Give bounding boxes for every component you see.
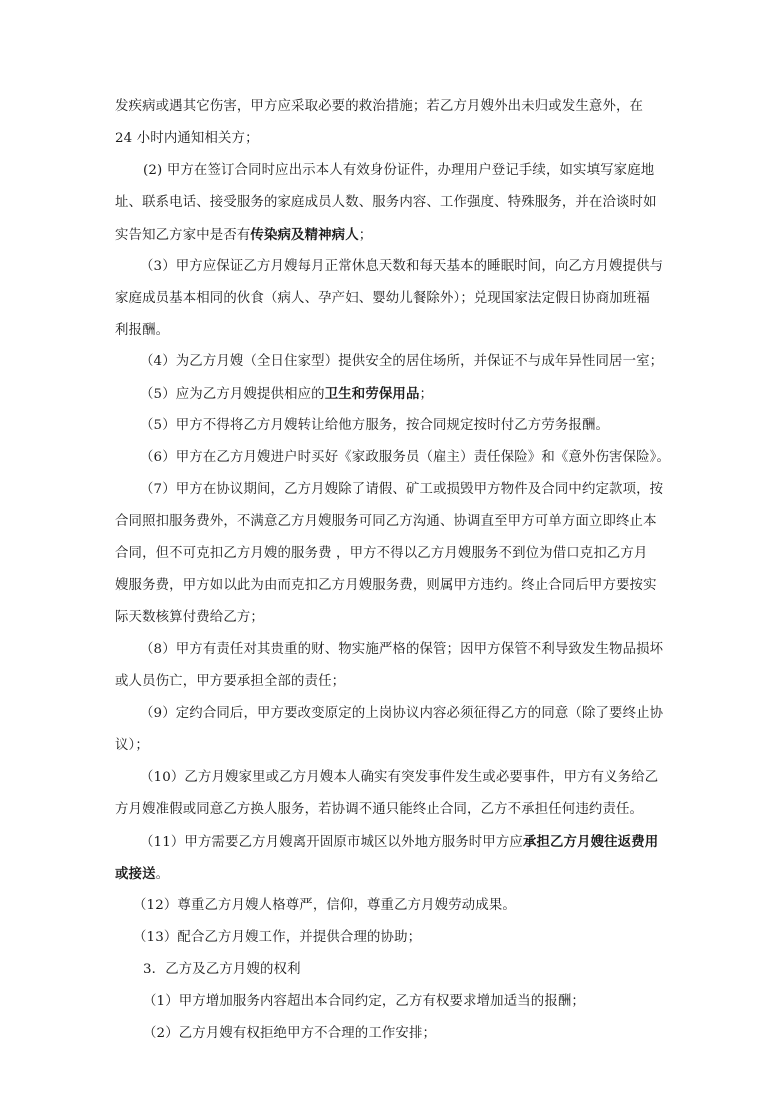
text-run: （10）乙方月嫂家里或乙方月嫂本人确实有突发事件发生或必要事件，甲方有义务给乙	[140, 770, 659, 785]
text-line-4	[115, 193, 657, 213]
text-run: （2）乙方月嫂有权拒绝甲方不合理的工作安排；	[143, 1026, 437, 1041]
text-run: 实告知乙方家中是否有	[115, 228, 251, 243]
text-line-23	[115, 800, 643, 820]
text-line-24	[140, 832, 658, 853]
text-line-10	[140, 384, 433, 405]
text-run: 嫂服务费，甲方如以此为由而克扣乙方月嫂服务费，则属甲方违约。终止合同后甲方要按实	[115, 578, 657, 593]
text-run: （5）甲方不得将乙方月嫂转让给他方服务，按合同规定按时付乙方劳务报酬。	[140, 418, 610, 433]
text-line-7	[115, 289, 650, 309]
text-line-27	[133, 928, 421, 948]
text-run: （1）甲方增加服务内容超出本合同约定，乙方有权要求增加适当的报酬；	[143, 994, 585, 1009]
text-run: 或人员伤亡，甲方要承担全部的责任；	[115, 674, 346, 689]
text-run: 3．乙方及乙方月嫂的权利	[143, 962, 301, 977]
text-run: 议）；	[115, 738, 149, 753]
text-line-12	[140, 448, 670, 468]
text-run: （3）甲方应保证乙方月嫂每月正常休息天数和每天基本的睡眠时间，向乙方月嫂提供与	[140, 259, 664, 274]
text-run: 址、联系电话、接受服务的家庭成员人数、服务内容、工作强度、特殊服务，并在洽谈时如	[115, 195, 657, 210]
text-run: （9）定约合同后，甲方要改变原定的上岗协议内容必须征得乙方的同意（除了要终止协	[140, 706, 664, 721]
text-run: ；	[419, 387, 434, 402]
text-line-19	[115, 672, 345, 692]
text-line-6	[140, 257, 663, 277]
text-line-5	[115, 225, 372, 246]
text-line-28	[143, 960, 301, 980]
text-run: 发疾病或遇其它伤害，甲方应采取必要的救治措施；若乙方月嫂外出未归或发生意外，在	[115, 99, 644, 114]
text-run: 合同，但不可克扣乙方月嫂的服务费 ，甲方不得以乙方月嫂服务不到位为借口克扣乙方月	[115, 546, 648, 561]
text-run: （6）甲方在乙方月嫂进户时买好《家政服务员（雇主）责任保险》和《意外伤害保险》。	[140, 450, 671, 465]
text-line-13	[140, 480, 663, 500]
text-line-3	[143, 161, 654, 181]
text-run: （4）为乙方月嫂（全日住家型）提供安全的居住场所，并保证不与成年异性同居一室；	[140, 354, 664, 369]
text-run: （7）甲方在协议期间，乙方月嫂除了请假、矿工或损毁甲方物件及合同中约定款项，按	[140, 482, 664, 497]
bold-text-run: 卫生和劳保用品	[324, 386, 420, 402]
text-line-22	[140, 768, 658, 788]
text-line-17	[115, 608, 264, 628]
text-line-20	[140, 704, 663, 724]
text-run: （13）配合乙方月嫂工作，并提供合理的协助；	[133, 930, 422, 945]
text-run: 。	[155, 867, 170, 882]
text-run: （11）甲方需要乙方月嫂离开固原市城区以外地方服务时甲方应	[140, 835, 523, 850]
bold-text-run: 承担乙方月嫂往返费用	[522, 834, 659, 850]
text-line-2	[115, 129, 259, 149]
text-run: 家庭成员基本相同的伙食（病人、孕产妇、婴幼儿餐除外）；兑现国家法定假日协商加班福	[115, 291, 650, 306]
text-run: 24 小时内通知相关方；	[115, 131, 259, 146]
text-line-26	[133, 896, 516, 916]
text-run: （5）应为乙方月嫂提供相应的	[140, 387, 325, 402]
text-line-14	[115, 512, 657, 532]
text-run: （12）尊重乙方月嫂人格尊严，信仰，尊重乙方月嫂劳动成果。	[133, 898, 516, 913]
text-line-21	[115, 736, 149, 756]
text-line-25	[115, 864, 169, 885]
text-run: 方月嫂准假或同意乙方换人服务，若协调不通只能终止合同，乙方不承担任何违约责任。	[115, 802, 644, 817]
text-line-16	[115, 576, 657, 596]
text-line-9	[140, 352, 663, 372]
text-line-30	[143, 1024, 436, 1044]
text-line-18	[140, 640, 663, 660]
bold-text-run: 传染病及精神病人	[250, 227, 359, 243]
text-line-29	[143, 992, 585, 1012]
text-line-11	[140, 416, 609, 436]
text-run: 利报酬。	[115, 323, 170, 338]
text-run: （8）甲方有责任对其贵重的财、物实施严格的保管；因甲方保管不利导致发生物品损坏	[140, 642, 664, 657]
text-run: 合同照扣服务费外，不满意乙方月嫂服务可同乙方沟通、协调直至甲方可单方面立即终止本	[115, 514, 657, 529]
text-line-8	[115, 321, 169, 341]
text-line-1	[115, 97, 643, 117]
bold-text-run: 或接送	[115, 866, 156, 882]
text-run: ；	[358, 228, 373, 243]
text-run: 际天数核算付费给乙方；	[115, 610, 264, 625]
text-line-15	[115, 544, 648, 564]
text-run: (2) 甲方在签订合同时应出示本人有效身份证件，办理用户登记手续，如实填写家庭地	[143, 163, 655, 178]
